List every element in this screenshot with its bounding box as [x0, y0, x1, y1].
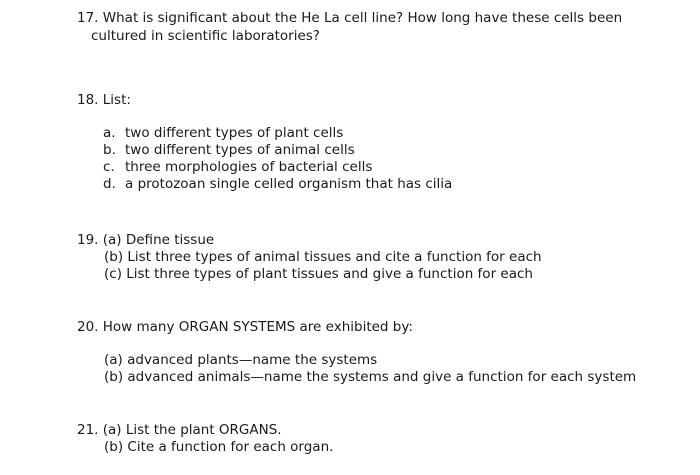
question-17-line-1: 17. What is significant about the He La cell line? How long have these cells been — [77, 10, 623, 26]
list-item-text: a protozoan single celled organism that has cilia — [125, 176, 453, 192]
question-21-line-2: (b) Cite a function for each organ. — [104, 439, 334, 455]
question-20-part-b: (b) advanced animals—name the systems and give a function for each system — [104, 369, 637, 385]
question-18-item-b — [103, 142, 355, 159]
question-19-line-1: 19. (a) Define tissue — [77, 232, 215, 248]
question-18-item-c — [103, 159, 372, 176]
question-18-title: 18. List: — [77, 92, 131, 108]
question-20-title: 20. How many ORGAN SYSTEMS are exhibited by: — [77, 319, 413, 335]
question-20-part-a: (a) advanced plants—name the systems — [104, 352, 378, 368]
list-marker: c. — [103, 159, 115, 175]
question-17-line-2: cultured in scientific laboratories? — [91, 28, 320, 44]
list-item-text: three morphologies of bacterial cells — [125, 159, 373, 175]
question-18-item-a — [103, 125, 343, 142]
list-marker: a. — [103, 125, 116, 141]
list-marker: b. — [103, 142, 116, 158]
list-item-text: two different types of animal cells — [125, 142, 355, 158]
list-marker: d. — [103, 176, 116, 192]
question-19-line-2: (b) List three types of animal tissues and cite a function for each — [104, 249, 542, 265]
question-21-line-1: 21. (a) List the plant ORGANS. — [77, 422, 282, 438]
question-18-item-d — [103, 176, 452, 193]
list-item-text: two different types of plant cells — [125, 125, 344, 141]
question-19-line-3: (c) List three types of plant tissues and give a function for each — [104, 266, 533, 282]
